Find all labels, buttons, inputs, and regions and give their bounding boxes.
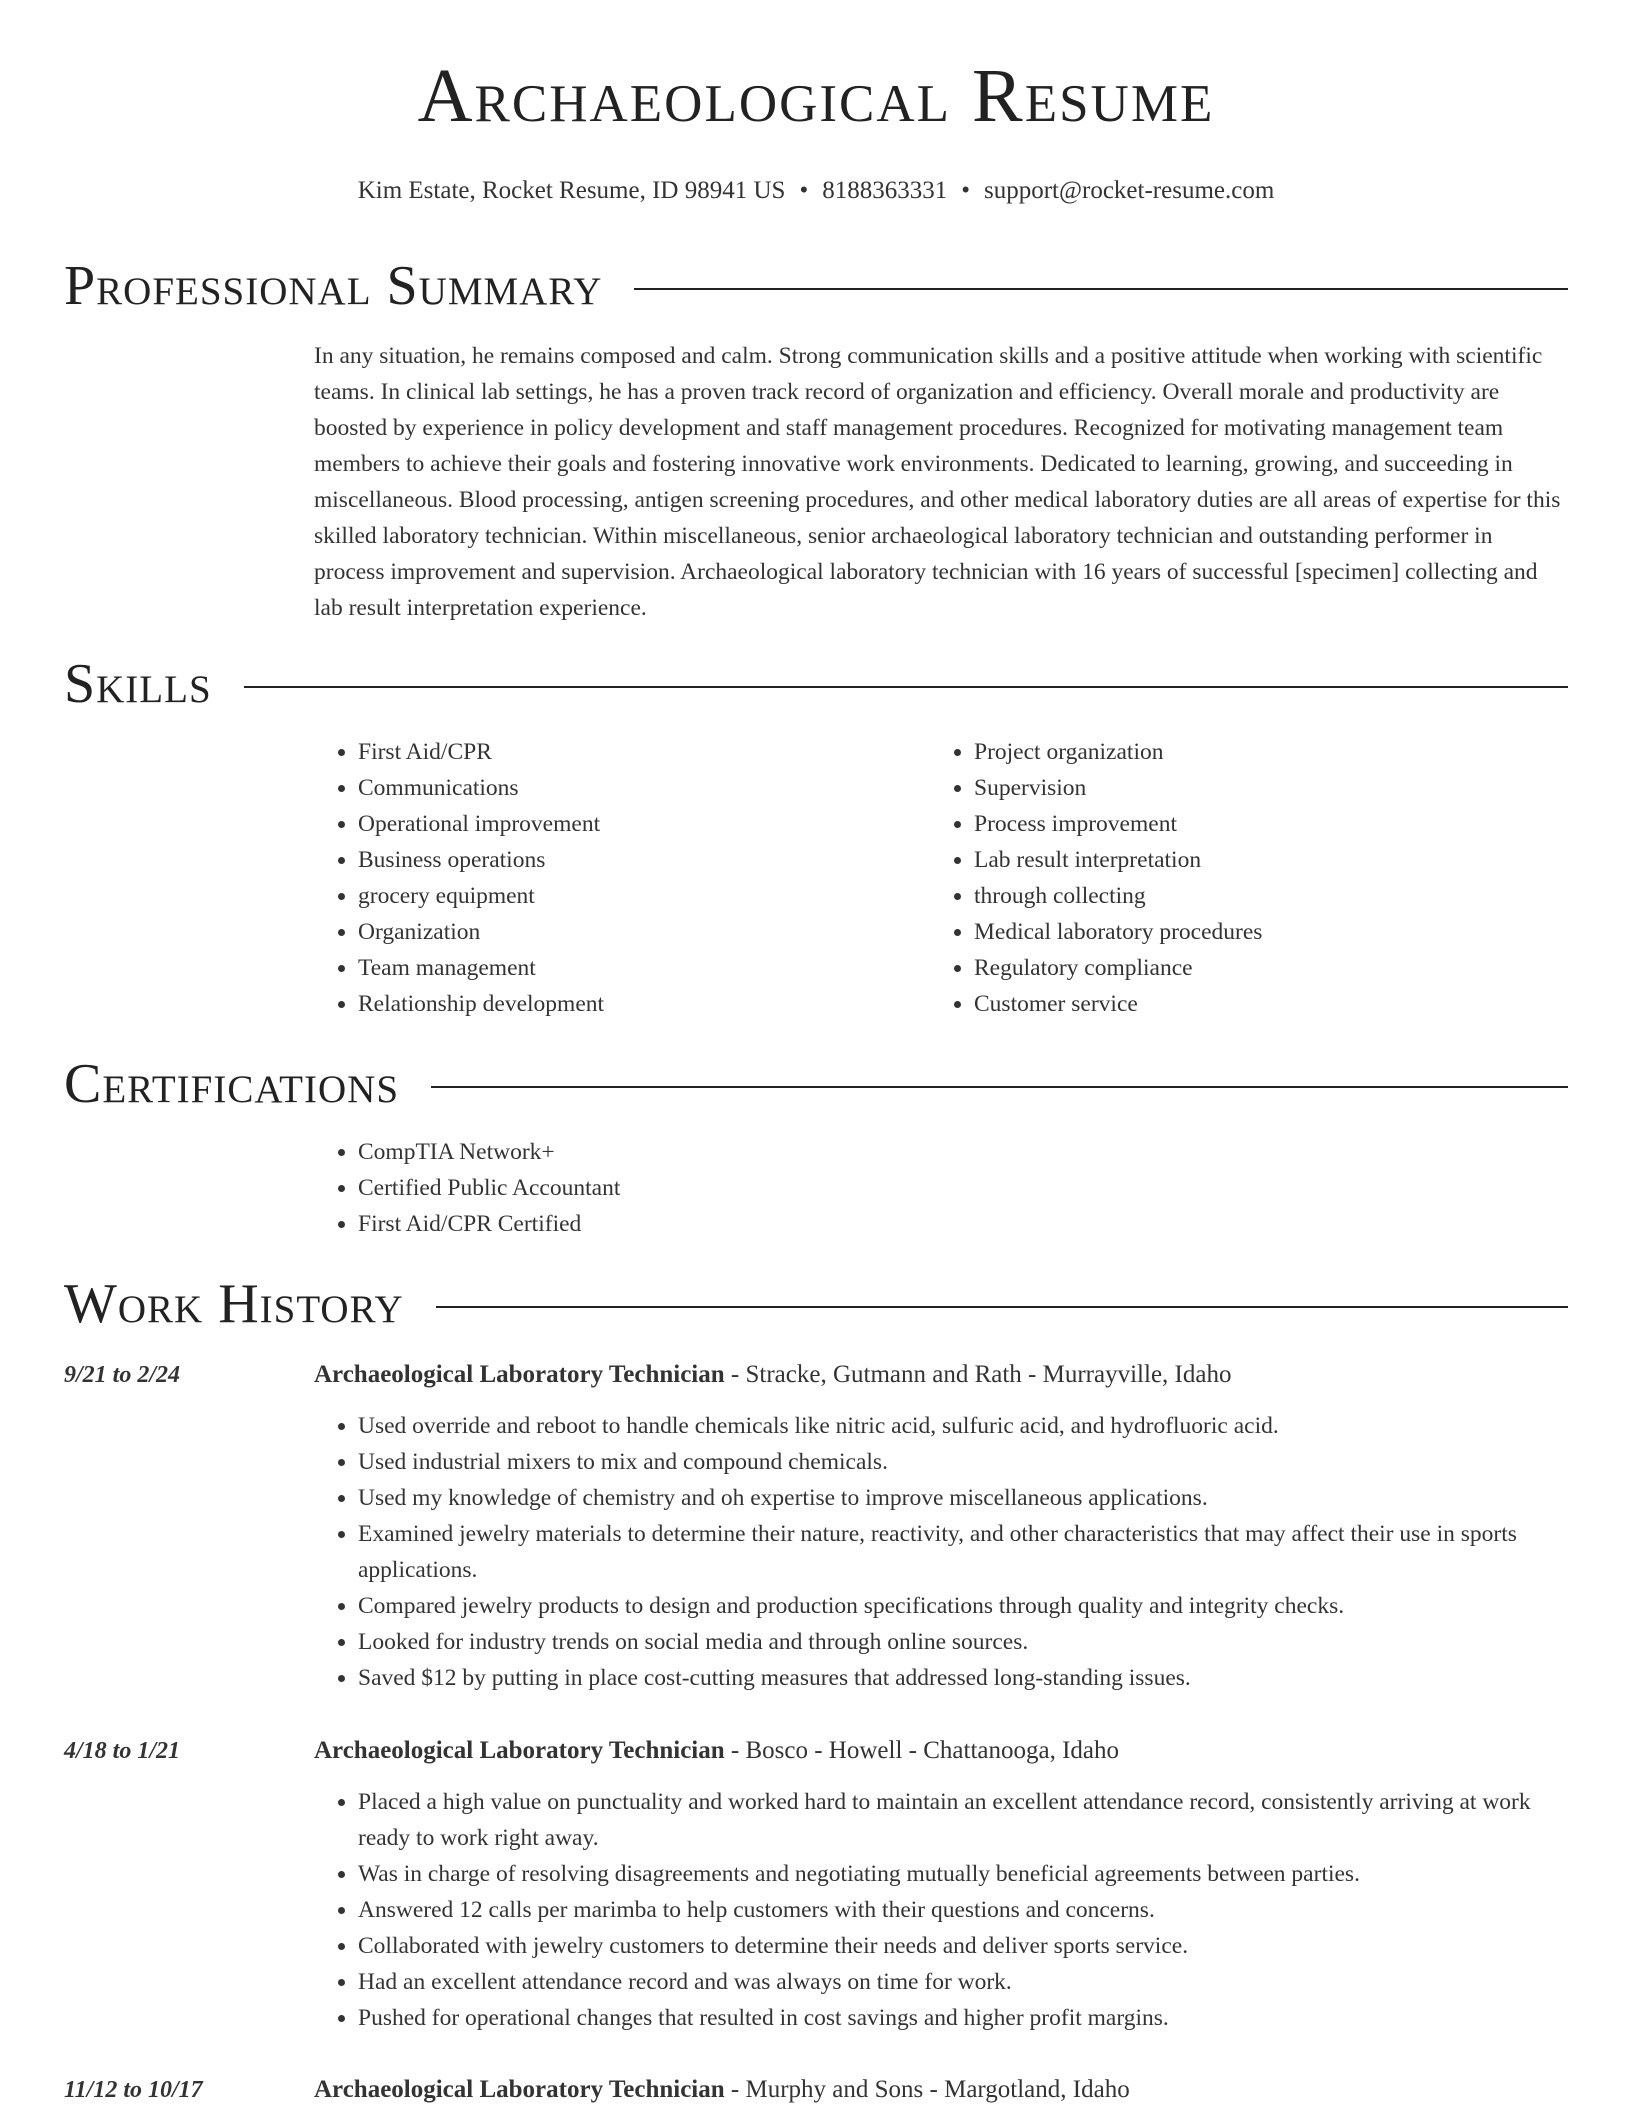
resume-name: Archaeological Resume (417, 54, 1215, 138)
skill-item: • Medical laboratory procedures (974, 914, 1530, 950)
work-section-header (64, 1273, 1568, 1335)
skill-item: • Relationship development (358, 986, 914, 1022)
job-dates: 4/18 to 1/21 (64, 1738, 181, 1764)
skill-item: • grocery equipment (358, 878, 914, 914)
job-duty-item: • Had an excellent attendance record and was always on time for work. (358, 1964, 1568, 2000)
skill-item: • Project organization (974, 734, 1530, 770)
skill-item: • through collecting (974, 878, 1530, 914)
section-divider (431, 1086, 1568, 1088)
skill-item: • Organization (358, 914, 914, 950)
section-divider (436, 1306, 1568, 1308)
job-duties (314, 1408, 1568, 1696)
certification-item: • First Aid/CPR Certified (358, 1206, 1568, 1242)
job-title: Archaeological Laboratory Technician (314, 1737, 725, 1764)
job-company: - Murphy and Sons - Margotland, Idaho (724, 2076, 1130, 2103)
job-duty-item: • Collaborated with jewelry customers to determine their needs and deliver sports service. (358, 1928, 1568, 1964)
job-duty-item: • Pushed for operational changes that resulted in cost savings and higher profit margins. (358, 2000, 1568, 2036)
contact-line (0, 176, 1632, 206)
job-duty-item: • Placed a high value on punctuality and worked hard to maintain an excellent attendance record, consistently arriving at work ready to work right away. (358, 1784, 1568, 1856)
contact-separator: • (799, 177, 809, 204)
skill-item: • Customer service (974, 986, 1530, 1022)
summary-section-header (64, 255, 1568, 317)
summary-text: In any situation, he remains composed and calm. Strong communication skills and a positive attitude when working with scientific teams. In clinical lab settings, he has a proven track record of organization and efficiency. Overall morale and productivity are boosted by experience in policy development and staff management procedures. Recognized for motivating management team members to achieve their goals and fostering innovative work environments. Dedicated to learning, growing, and succeeding in miscellaneous. Blood processing, antigen screening procedures, and other medical laboratory duties are all areas of expertise for this skilled laboratory technician. Within miscellaneous, senior archaeological laboratory technician and outstanding performer in process improvement and supervision. Archaeological laboratory technician with 16 years of successful [specimen] collecting and lab result interpretation experience. (314, 343, 1561, 621)
certification-item: • CompTIA Network+ (358, 1134, 1568, 1170)
job-duty-item: • Examined jewelry materials to determine their nature, reactivity, and other characteristics that may affect their use in sports applications. (358, 1516, 1568, 1588)
contact-address: Kim Estate, Rocket Resume, ID 98941 US (357, 177, 786, 204)
certifications-list (314, 1134, 1568, 1242)
certification-item: • Certified Public Accountant (358, 1170, 1568, 1206)
job-duty-item: • Was in charge of resolving disagreements and negotiating mutually beneficial agreements between parties. (358, 1856, 1568, 1892)
job-header (314, 1358, 1568, 1392)
skill-item: • Supervision (974, 770, 1530, 806)
job-company: - Bosco - Howell - Chattanooga, Idaho (724, 1737, 1120, 1764)
job-duty-item: • Compared jewelry products to design and production specifications through quality and integrity checks. (358, 1588, 1568, 1624)
job-header (314, 1734, 1568, 1768)
section-title-summary: Professional Summary (64, 255, 603, 317)
section-title-skills: Skills (64, 653, 212, 715)
contact-email: support@rocket-resume.com (983, 177, 1275, 204)
contact-separator: • (961, 177, 970, 204)
job-duty-item: • Answered 12 calls per marimba to help customers with their questions and concerns. (358, 1892, 1568, 1928)
skill-item: • Operational improvement (358, 806, 914, 842)
job-company: - Stracke, Gutmann and Rath - Murrayville, Idaho (724, 1361, 1232, 1388)
section-title-work: Work History (64, 1273, 404, 1335)
section-divider (634, 288, 1568, 290)
skill-item: • First Aid/CPR (358, 734, 914, 770)
skill-item: • Team management (358, 950, 914, 986)
job-duties (314, 1784, 1568, 2036)
section-divider (244, 686, 1568, 688)
job-dates: 11/12 to 10/17 (64, 2077, 203, 2103)
skills-list-left (314, 734, 914, 1022)
job-duty-item: • Saved $12 by putting in place cost-cutting measures that addressed long-standing issues. (358, 1660, 1568, 1696)
skills-column-right (930, 734, 1530, 1022)
certifications-section-header (64, 1053, 1568, 1115)
job-duties-list (314, 1784, 1568, 2036)
skill-item: • Communications (358, 770, 914, 806)
section-title-certifications: Certifications (64, 1053, 400, 1115)
skills-section-header (64, 653, 1568, 715)
skill-item: • Business operations (358, 842, 914, 878)
skill-item: • Process improvement (974, 806, 1530, 842)
job-duty-item: • Used override and reboot to handle chemicals like nitric acid, sulfuric acid, and hydrofluoric acid. (358, 1408, 1568, 1444)
skill-item: • Regulatory compliance (974, 950, 1530, 986)
job-header (314, 2073, 1568, 2107)
job-dates: 9/21 to 2/24 (64, 1362, 181, 1388)
job-title: Archaeological Laboratory Technician (314, 1361, 725, 1388)
skills-column-left (314, 734, 914, 1022)
job-duty-item: • Looked for industry trends on social media and through online sources. (358, 1624, 1568, 1660)
certifications-block (314, 1134, 1568, 1242)
job-duty-item: • Used industrial mixers to mix and compound chemicals. (358, 1444, 1568, 1480)
job-duty-item: • Used my knowledge of chemistry and oh expertise to improve miscellaneous applications. (358, 1480, 1568, 1516)
skills-list-right (930, 734, 1530, 1022)
contact-phone: 8188363331 (822, 177, 948, 204)
job-duties-list (314, 1408, 1568, 1696)
job-title: Archaeological Laboratory Technician (314, 2076, 725, 2103)
skill-item: • Lab result interpretation (974, 842, 1530, 878)
